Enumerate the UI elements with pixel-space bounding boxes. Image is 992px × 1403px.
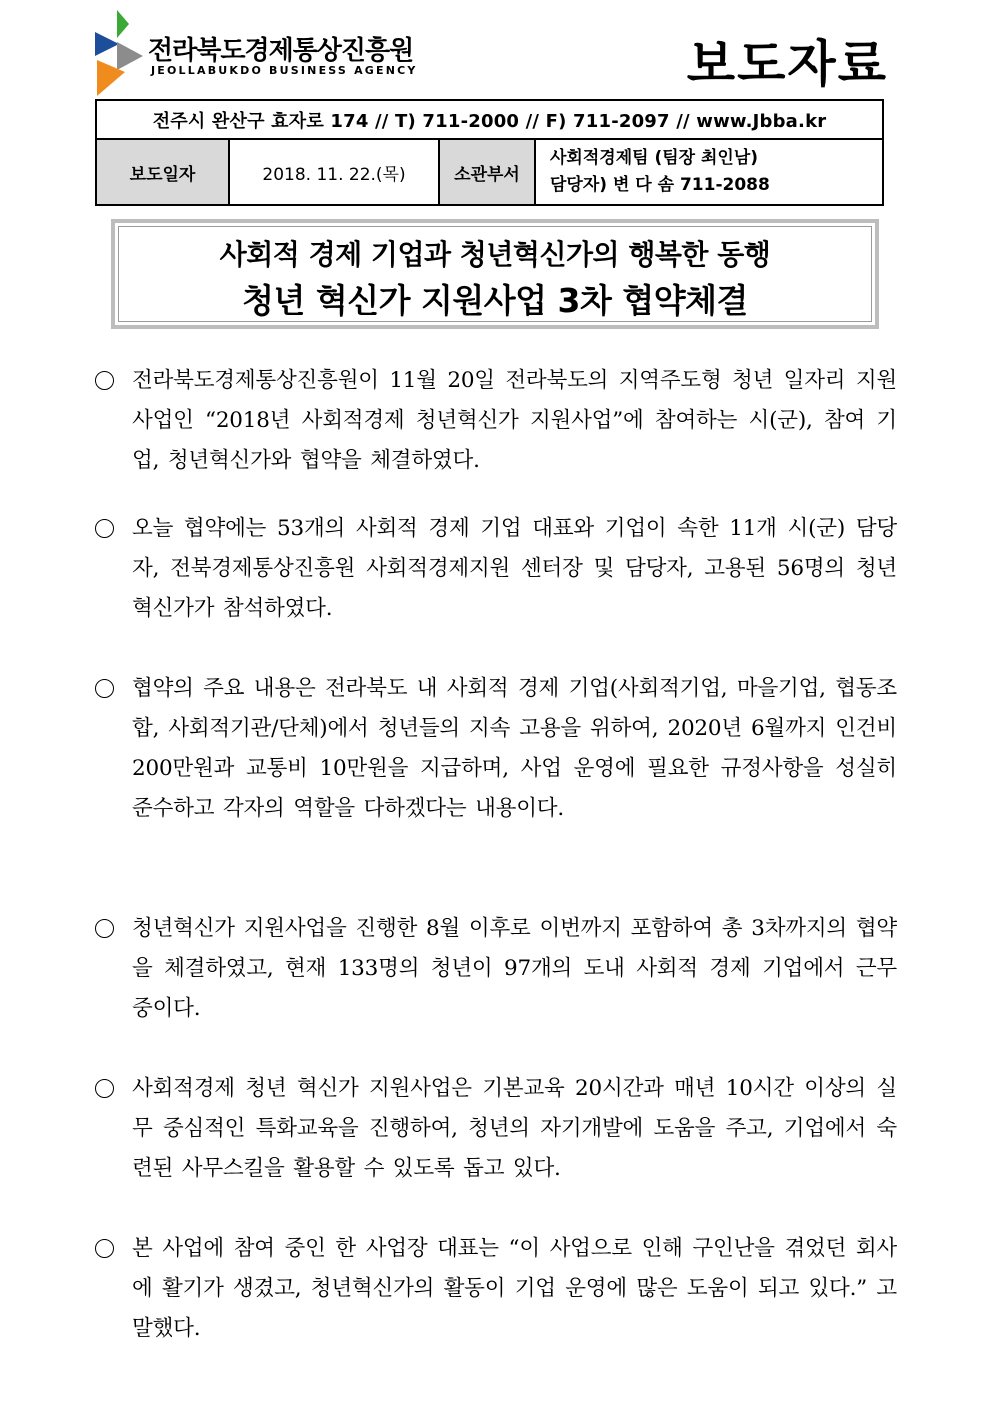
paragraph-text: 오늘 협약에는 53개의 사회적 경제 기업 대표와 기업이 속한 11개 시(군) 담당자, 전북경제통상진흥원 사회적경제지원 센터장 및 담당자, 고용된 56명의 청년혁신가가 참석하였다. xyxy=(132,516,898,621)
body-paragraph xyxy=(95,509,897,629)
headline-subtitle: 사회적 경제 기업과 청년혁신가의 행복한 동행 xyxy=(219,238,771,271)
release-date-label: 보도일자 xyxy=(96,139,229,205)
body-paragraph xyxy=(95,1229,897,1349)
contact-address-line: 전주시 완산구 효자로 174 // T) 711-2000 // F) 711-2097 // www.Jbba.kr xyxy=(96,100,883,139)
circle-bullet-icon xyxy=(95,919,114,938)
circle-bullet-icon xyxy=(95,679,114,698)
headline-box xyxy=(111,219,879,329)
release-date-value: 2018. 11. 22.(목) xyxy=(229,139,439,205)
body-paragraph xyxy=(95,1069,897,1189)
org-name: 전라북도경제통상진흥원 xyxy=(148,36,414,66)
paragraph-text: 전라북도경제통상진흥원이 11월 20일 전라북도의 지역주도형 청년 일자리 지원사업인 “2018년 사회적경제 청년혁신가 지원사업”에 참여하는 시(군), 참여 기업, 청년혁신가와 협약을 체결하였다. xyxy=(132,368,897,473)
department-team: 사회적경제팀 (팀장 최인남) xyxy=(550,148,759,168)
circle-bullet-icon xyxy=(95,519,114,538)
agency-logo-icon xyxy=(95,10,145,96)
body-paragraph xyxy=(95,909,897,1029)
headline-title: 청년 혁신가 지원사업 3차 협약체결 xyxy=(242,281,748,320)
circle-bullet-icon xyxy=(95,1239,114,1258)
paragraph-text: 협약의 주요 내용은 전라북도 내 사회적 경제 기업(사회적기업, 마을기업, 협동조합, 사회적기관/단체)에서 청년들의 지속 고용을 위하여, 2020년 6월까지 인건비 200만원과 교통비 10만원을 지급하며, 사업 운영에 필요한 규정사항을 성실히 준수하고 각자의 역할을 다하겠다는 내용이다. xyxy=(132,676,897,821)
body-paragraph xyxy=(95,669,897,829)
department-label: 소관부서 xyxy=(439,139,535,205)
department-contact: 담당자) 변 다 솜 711-2088 xyxy=(550,175,770,195)
body-paragraph xyxy=(95,361,897,481)
document-type-title: 보도자료 xyxy=(686,35,888,93)
circle-bullet-icon xyxy=(95,371,114,390)
paragraph-text: 사회적경제 청년 혁신가 지원사업은 기본교육 20시간과 매년 10시간 이상의 실무 중심적인 특화교육을 진행하여, 청년의 자기개발에 도움을 주고, 기업에서 숙련된 사무스킬을 활용할 수 있도록 돕고 있다. xyxy=(132,1076,897,1181)
circle-bullet-icon xyxy=(95,1079,114,1098)
press-info-table xyxy=(95,99,884,206)
department-info xyxy=(535,139,883,205)
org-name-english: JEOLLABUKDO BUSINESS AGENCY xyxy=(151,64,418,77)
paragraph-text: 청년혁신가 지원사업을 진행한 8월 이후로 이번까지 포함하여 총 3차까지의 협약을 체결하였고, 현재 133명의 청년이 97개의 도내 사회적 경제 기업에서 근무 중이다. xyxy=(132,916,897,1021)
paragraph-text: 본 사업에 참여 중인 한 사업장 대표는 “이 사업으로 인해 구인난을 겪었던 회사에 활기가 생겼고, 청년혁신가의 활동이 기업 운영에 많은 도움이 되고 있다.” 고 말했다. xyxy=(132,1236,897,1341)
